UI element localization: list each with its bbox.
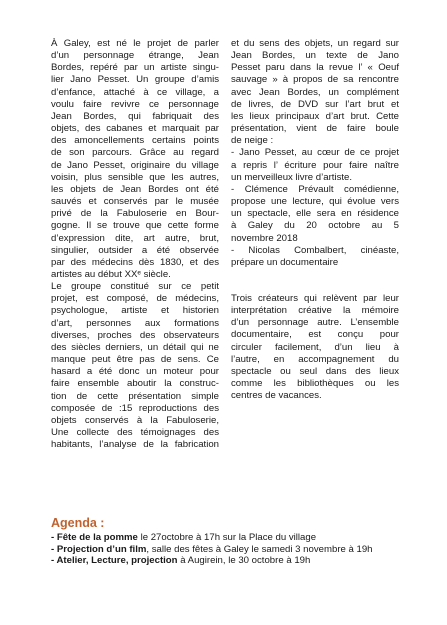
text-line: les lieux principaux d’art brut. Cette — [231, 110, 399, 122]
text-line: les objets de Jean Bordes ont été — [51, 183, 219, 195]
text-line: propose une lecture, qui évolue vers — [231, 196, 399, 208]
text-line: d’enfance, attaché à ce village, a — [51, 86, 219, 98]
text-line: Trois créateurs qui relèvent par leur — [231, 292, 399, 304]
text-line: Bordes, repéré par un artiste singu- — [51, 62, 219, 74]
text-line: Le groupe constitué sur ce petit — [51, 281, 219, 293]
agenda-item-details: , salle des fêtes à Galey le samedi 3 novembre à 19h — [146, 543, 373, 555]
paragraph-gap — [231, 281, 399, 293]
text-line: par des médecins dès 1830, et des — [51, 256, 219, 268]
text-line: des amoncellements certains points — [51, 135, 219, 147]
paragraph-creators — [231, 293, 399, 402]
text-line: artistes au début XXᵉ siècle. — [51, 268, 171, 280]
text-line: interprétation créative la mémoire — [231, 305, 399, 317]
paragraph-continuation — [231, 38, 399, 269]
text-line: - Nicolas Combalbert, cinéaste, — [231, 244, 399, 256]
agenda-item — [51, 544, 411, 556]
text-line: objets, des cabanes et marquait par — [51, 123, 219, 135]
text-line: objets conservés à la Fabuloserie, — [51, 414, 219, 426]
text-line: et du sens des objets, un regard sur — [231, 38, 399, 49]
text-line: de son parcours. Grâce au regard — [51, 147, 219, 159]
text-line: Jean Bordes, qui fabriquait des — [51, 110, 219, 122]
text-line: Une collecte des témoignages des — [51, 427, 219, 438]
text-line: spectacle ou seul dans des lieux — [231, 365, 399, 377]
text-line: gogne. Il se trouve que cette forme — [51, 220, 219, 232]
text-line: sauvés et conservés par le musée — [51, 196, 219, 208]
left-column — [51, 38, 219, 451]
text-line: a repris l’ écriture pour faire naître — [231, 159, 399, 171]
agenda-item-details: à Augirein, le 30 octobre à 19h — [177, 555, 311, 567]
agenda-item — [51, 532, 411, 544]
text-line: présentation, vient de faire boule — [231, 123, 399, 135]
text-line: privé de la Fabuloserie en Bour- — [51, 208, 219, 220]
text-line: faire ensemble aboutir la construc- — [51, 378, 219, 390]
agenda-item — [51, 555, 411, 567]
text-line: d’art, personnes aux formations — [51, 317, 219, 329]
paragraph-intro — [51, 38, 219, 281]
text-line: d’un personnage autre. L’ensemble — [231, 317, 399, 329]
text-line: novembre 2018 — [231, 232, 298, 244]
right-column — [231, 38, 399, 402]
text-line: à Galey du 20 octobre au 5 — [231, 220, 399, 232]
text-line: circuler facilement, d’un lieu à — [231, 341, 399, 353]
text-line: Jean Bordes, un texte de Jano — [231, 50, 399, 62]
text-line: voisin, plus sensible que les autres, — [51, 171, 219, 183]
text-line: composée de :15 reproductions des — [51, 402, 219, 414]
agenda-item-title: - Atelier, Lecture, projection — [51, 555, 178, 567]
agenda-item-title: - Projection d’un film — [51, 543, 147, 555]
paragraph-group — [51, 281, 219, 451]
agenda-title: Agenda : — [51, 516, 105, 530]
text-line: Pesset paru dans la revue l’ « Oeuf — [231, 62, 399, 74]
text-line: diverses, proches des observateurs — [51, 329, 219, 341]
text-line: - Jano Pesset, au cœur de ce projet — [231, 147, 399, 159]
text-line: habitants, l’analyse de la fabrication — [51, 439, 219, 451]
text-line: de neige : — [231, 135, 274, 147]
agenda-item-details: le 27octobre à 17h sur la Place du village — [137, 532, 317, 543]
agenda-item-title: - Fête de la pomme — [51, 532, 138, 543]
text-line: centres de vacances. — [231, 390, 322, 402]
text-line: hasard a été donc un moteur pour — [51, 366, 219, 378]
text-line: d’un personnage étrange, Jean — [51, 50, 219, 62]
text-line: projet, est composé, de médecins, — [51, 293, 219, 305]
text-line: manque peut être pas de sens. Ce — [51, 354, 219, 366]
text-line: prépare un documentaire — [231, 256, 339, 268]
text-line: psychologue, artiste et historien — [51, 305, 219, 317]
text-line: sauvage » à propos de sa rencontre — [231, 74, 399, 86]
text-line: comme les bibliothèques ou les — [231, 378, 399, 390]
text-line: un merveilleux livre d’artiste. — [231, 171, 353, 183]
text-line: voulu faire revivre ce personnage — [51, 98, 219, 110]
paragraph-gap — [231, 269, 399, 281]
text-line: tion de cette présentation simple — [51, 390, 219, 402]
text-line: un spectacle, elle sera en résidence — [231, 208, 399, 220]
text-line: documentaire, est conçu pour — [231, 329, 399, 341]
text-line: d’expression dite, art autre, brut, — [51, 232, 219, 244]
text-line: - Clémence Prévault comédienne, — [231, 183, 399, 195]
text-line: de livres, de DVD sur l’art brut et — [231, 98, 399, 110]
text-line: lier Jano Pesset. Un groupe d’amis — [51, 74, 219, 86]
agenda-section — [51, 516, 411, 567]
text-line: À Galey, est né le projet de parler — [51, 38, 219, 49]
text-line: l’autre, en accompagnement du — [231, 353, 399, 365]
text-line: singulier, outsider a été observée — [51, 244, 219, 256]
text-line: de Jano Pesset, originaire du village — [51, 159, 219, 171]
text-line: avec Jean Bordes, un complément — [231, 86, 399, 98]
text-line: des siècles derniers, un détail qui ne — [51, 341, 219, 353]
